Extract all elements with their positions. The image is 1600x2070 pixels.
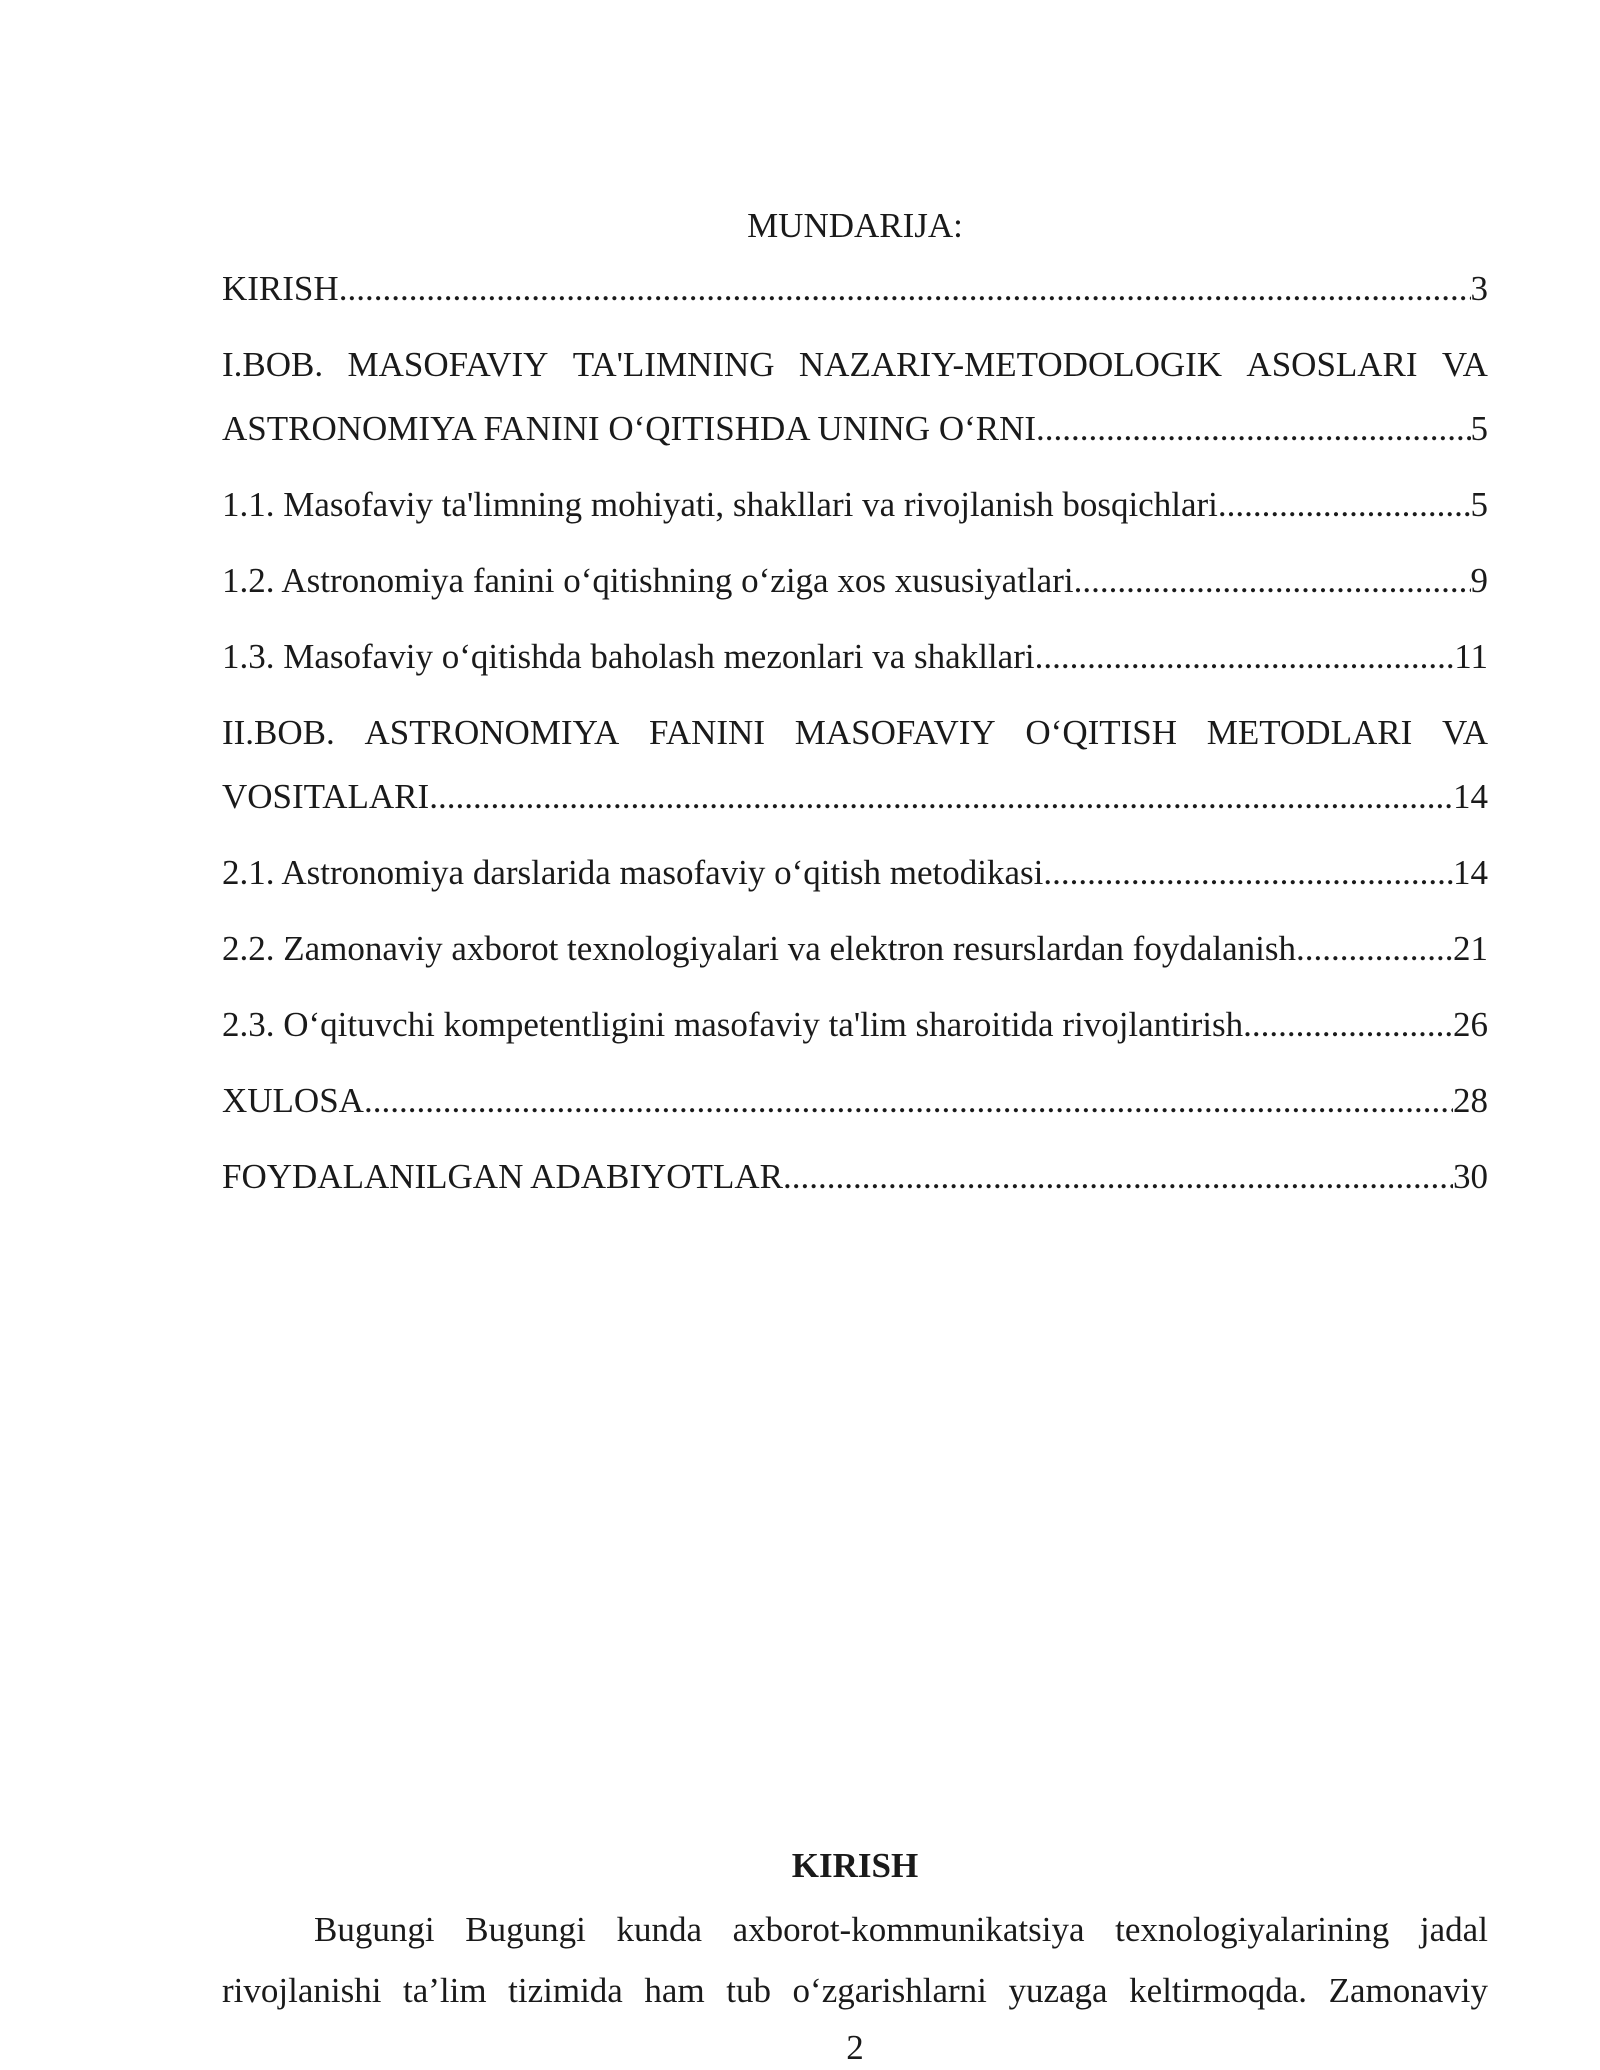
paragraph-line-2: rivojlanishi ta’lim tizimida ham tub o‘zgarishlarni yuzaga keltirmoqda. Zamonaviy <box>222 1971 1488 2010</box>
toc-entry-title-line1: I.BOB. MASOFAVIY TA'LIMNING NAZARIY-METODOLOGIK ASOSLARI VA <box>222 345 1488 384</box>
toc-entry-title: KIRISH <box>222 269 339 308</box>
toc-entry-title: 2.1. Astronomiya darslarida masofaviy o‘qitish metodikasi <box>222 853 1044 892</box>
toc-entry-chapter-2[interactable] <box>222 712 1488 818</box>
toc-entry-page: 5 <box>1470 485 1488 524</box>
toc-leader-dots <box>1035 636 1455 678</box>
toc-entry-references[interactable] <box>222 1156 1488 1198</box>
toc-entry-2-3[interactable] <box>222 1004 1488 1046</box>
toc-title: MUNDARIJA: <box>747 206 963 245</box>
toc-entry-title: 1.3. Masofaviy o‘qitishda baholash mezonlari va shakllari <box>222 637 1035 676</box>
section-heading: KIRISH <box>791 1846 919 1885</box>
toc-entry-title: VOSITALARI <box>222 777 430 816</box>
toc-entry-page: 14 <box>1453 853 1488 892</box>
toc-entry-page: 9 <box>1470 561 1488 600</box>
toc-entry-1-1[interactable] <box>222 484 1488 526</box>
toc-leader-dots <box>783 1156 1453 1198</box>
toc-entry-title: XULOSA <box>222 1081 364 1120</box>
toc-entry-page: 26 <box>1453 1005 1488 1044</box>
page-number: 2 <box>846 2028 864 2067</box>
toc-entry-title: 1.1. Masofaviy ta'limning mohiyati, shakllari va rivojlanish bosqichlari <box>222 485 1218 524</box>
toc-leader-dots <box>1036 408 1470 450</box>
toc-entry-page: 3 <box>1470 269 1488 308</box>
toc-entry-2-2[interactable] <box>222 928 1488 970</box>
toc-entry-2-1[interactable] <box>222 852 1488 894</box>
toc-entry-1-3[interactable] <box>222 636 1488 678</box>
toc-leader-dots <box>1218 484 1471 526</box>
toc-entry-page: 14 <box>1453 777 1488 816</box>
toc-entry-chapter-1[interactable] <box>222 344 1488 450</box>
paragraph-line-1: Bugungi Bugungi kunda axborot-kommunikatsiya texnologiyalarining jadal <box>314 1910 1488 1949</box>
toc-entry-title: ASTRONOMIYA FANINI O‘QITISHDA UNING O‘RNI <box>222 409 1037 448</box>
toc-entry-xulosa[interactable] <box>222 1080 1488 1122</box>
toc-entry-title: 2.2. Zamonaviy axborot texnologiyalari va elektron resurslardan foydalanish <box>222 929 1296 968</box>
toc-entry-title: 2.3. O‘qituvchi kompetentligini masofaviy ta'lim sharoitida rivojlantirish <box>222 1005 1244 1044</box>
toc-entry-kirish[interactable] <box>222 268 1488 310</box>
toc-leader-dots <box>1243 1004 1453 1046</box>
toc-leader-dots <box>1043 852 1453 894</box>
toc-entry-page: 5 <box>1470 409 1488 448</box>
toc-entry-title: FOYDALANILGAN ADABIYOTLAR <box>222 1157 783 1196</box>
toc-leader-dots <box>429 776 1453 818</box>
toc-entry-page: 30 <box>1453 1157 1488 1196</box>
toc-leader-dots <box>339 268 1471 310</box>
toc-entry-title-line1: II.BOB. ASTRONOMIYA FANINI MASOFAVIY O‘QITISH METODLARI VA <box>222 713 1488 752</box>
toc-entry-page: 21 <box>1453 929 1488 968</box>
toc-entry-page: 11 <box>1454 637 1488 676</box>
toc-entry-1-2[interactable] <box>222 560 1488 602</box>
toc-leader-dots <box>1296 928 1453 970</box>
toc-entry-title: 1.2. Astronomiya fanini o‘qitishning o‘ziga xos xususiyatlari <box>222 561 1074 600</box>
toc-entry-page: 28 <box>1453 1081 1488 1120</box>
toc-leader-dots <box>1074 560 1471 602</box>
toc-leader-dots <box>364 1080 1453 1122</box>
